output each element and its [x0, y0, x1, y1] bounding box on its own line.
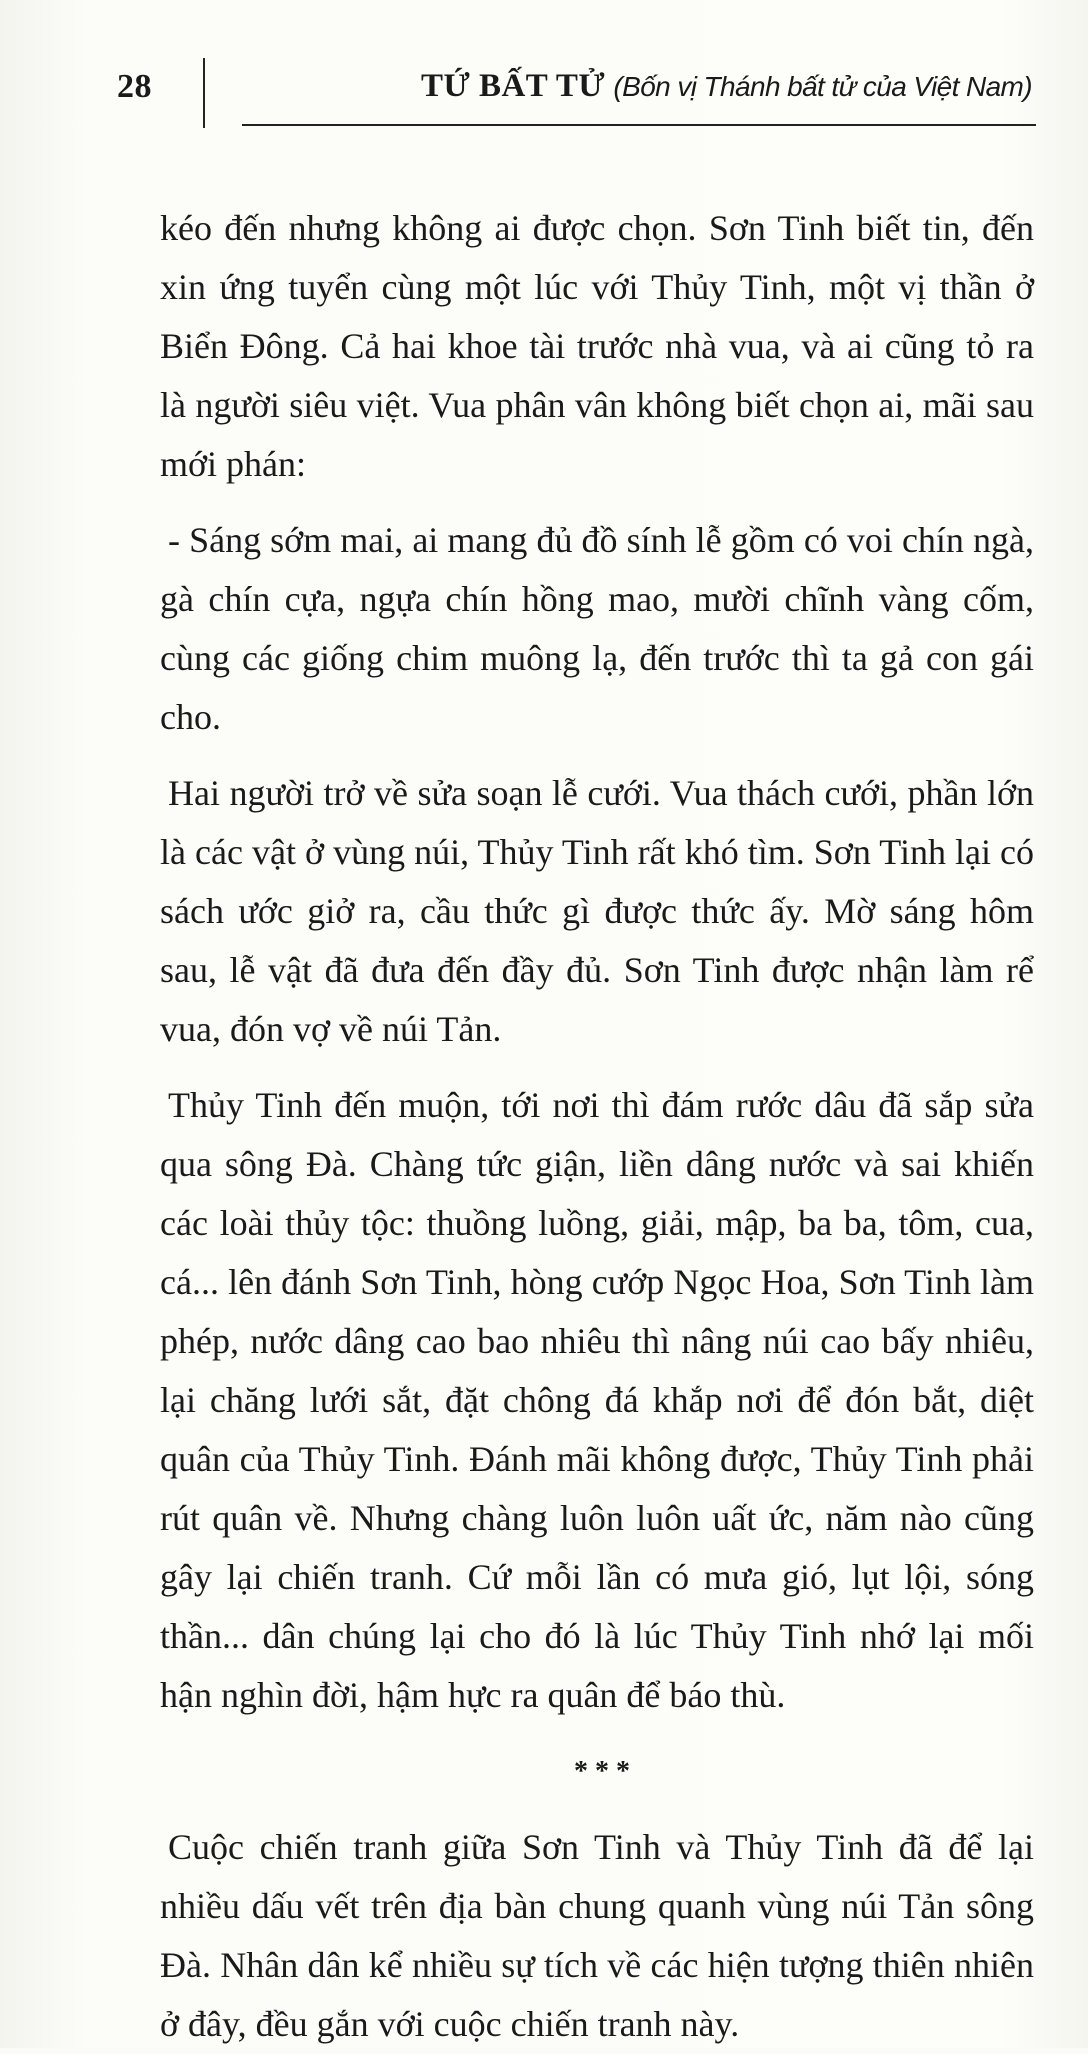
closing-paragraph: Cuộc chiến tranh giữa Sơn Tinh và Thủy Tinh đã để lại nhiều dấu vết trên địa bàn chung quanh vùng núi Tản sông Đà. Nhân dân kể nhiều sự tích về các hiện tượng thiên nhiên ở đây, đều gắn với cuộc chiến tranh này.: [160, 1827, 1034, 2044]
page-number: 28: [117, 68, 152, 105]
page-body: [160, 199, 1034, 2054]
section-separator: * * *: [574, 1756, 630, 1787]
book-title: TỨ BẤT TỬ: [420, 68, 606, 104]
running-head: [421, 70, 1032, 103]
paragraph: Hai người trở về sửa soạn lễ cưới. Vua thách cưới, phần lớn là các vật ở vùng núi, Thủy Tinh rất khó tìm. Sơn Tinh lại có sách ước giở ra, cầu thức gì được thức ấy. Mờ sáng hôm sau, lễ vật đã đưa đến đầy đủ. Sơn Tinh được nhận làm rể vua, đón vợ về núi Tản.: [160, 773, 1034, 1049]
paragraph-dialogue: - Sáng sớm mai, ai mang đủ đồ sính lễ gồm có voi chín ngà, gà chín cựa, ngựa chín hồng mao, mười chĩnh vàng cốm, cùng các giống chim muông lạ, đến trước thì ta gả con gái cho.: [160, 520, 1034, 737]
paragraph: kéo đến nhưng không ai được chọn. Sơn Tinh biết tin, đến xin ứng tuyển cùng một lúc với Thủy Tinh, một vị thần ở Biển Đông. Cả hai khoe tài trước nhà vua, và ai cũng tỏ ra là người siêu việt. Vua phân vân không biết chọn ai, mãi sau mới phán:: [160, 208, 1034, 484]
paragraph: Thủy Tinh đến muộn, tới nơi thì đám rước dâu đã sắp sửa qua sông Đà. Chàng tức giận, liền dâng nước và sai khiến các loài thủy tộc: thuồng luồng, giải, mập, ba ba, tôm, cua, cá... lên đánh Sơn Tinh, hòng cướp Ngọc Hoa, Sơn Tinh làm phép, nước dâng cao bao nhiêu thì nâng núi cao bấy nhiêu, lại chăng lưới sắt, đặt chông đá khắp nơi để đón bắt, diệt quân của Thủy Tinh. Đánh mãi không được, Thủy Tinh phải rút quân về. Nhưng chàng luôn luôn uất ức, năm nào cũng gây lại chiến tranh. Cứ mỗi lần có mưa gió, lụt lội, sóng thần... dân chúng lại cho đó là lúc Thủy Tinh nhớ lại mối hận nghìn đời, hậm hực ra quân để báo thù.: [160, 1085, 1034, 1715]
header-vertical-rule: [203, 58, 205, 128]
header-rule: [242, 124, 1036, 126]
book-subtitle: (Bốn vị Thánh bất tử của Việt Nam): [613, 71, 1032, 102]
